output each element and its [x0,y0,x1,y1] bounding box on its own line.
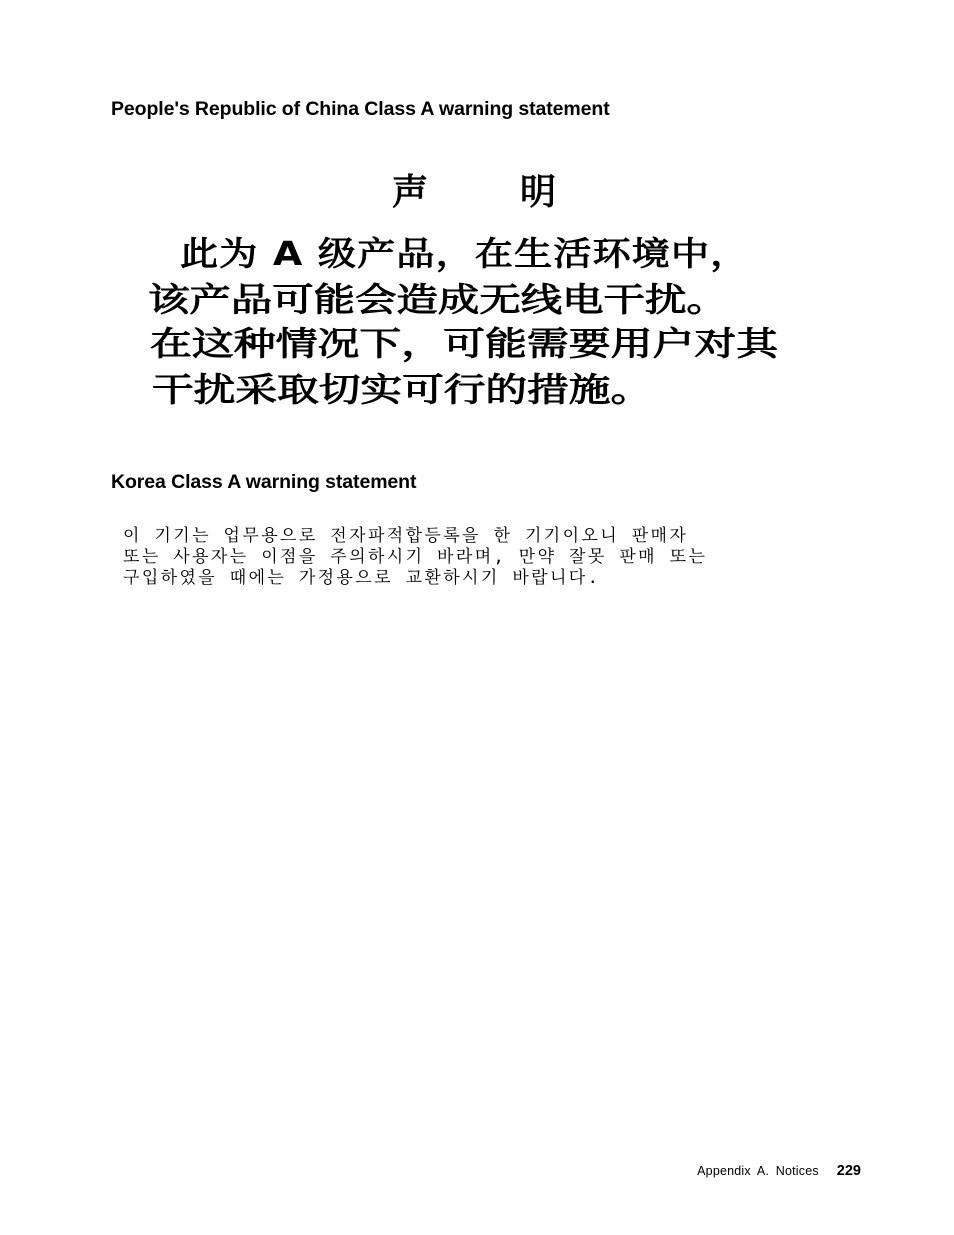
china-warning-heading: People's Republic of China Class A warning statement [111,98,610,120]
korea-warning-heading: Korea Class A warning statement [111,471,417,493]
page-number: 229 [836,1163,861,1179]
chinese-title-char-2: 明 [520,172,557,213]
korean-statement [123,526,843,589]
korean-statement-line-1: 이 기기는 업무용으로 전자파적합등록을 한 기기이오니 판매자 [123,526,689,546]
footer-section-label: Appendix A. Notices [697,1164,819,1178]
page-footer [697,1163,861,1179]
chinese-statement-title [392,168,572,218]
korean-statement-line-2: 또는 사용자는 이점을 주의하시기 바라며, 만약 잘못 판매 또는 [123,547,708,567]
chinese-statement-line-1: 此为 A 级产品，在生活环境中， [180,234,750,273]
chinese-statement-line-2: 该产品可能会造成无线电干扰。 [148,280,728,319]
korean-statement-line-3: 구입하였을 때에는 가정용으로 교환하시기 바랍니다. [123,568,601,588]
chinese-title-char-1: 声 [392,172,429,213]
chinese-statement-line-4: 干扰采取切实可行的措施。 [152,370,653,409]
chinese-statement-line-3: 在这种情况下，可能需要用户对其 [150,324,779,363]
